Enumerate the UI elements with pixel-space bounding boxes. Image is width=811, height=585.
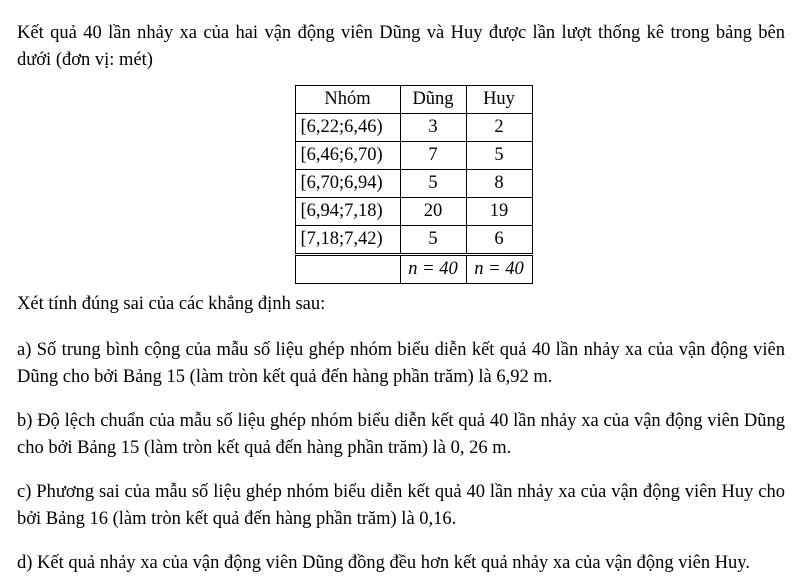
group-cell: [6,22;6,46) (295, 114, 400, 142)
statement-a: a) Số trung bình cộng của mẫu số liệu ghép nhóm biểu diễn kết quả 40 lần nhảy xa của vận động viên Dũng cho bởi Bảng 15 (làm tròn kết quả đến hàng phần trăm) là 6,92 m. (17, 340, 785, 387)
dung-cell: 7 (400, 142, 466, 170)
total-empty-cell (295, 255, 400, 284)
table-wrapper (17, 85, 785, 284)
group-cell: [6,46;6,70) (295, 142, 400, 170)
question-lead: Xét tính đúng sai của các khẳng định sau: (17, 294, 326, 314)
table-total-row (295, 255, 532, 284)
huy-cell: 8 (466, 170, 532, 198)
dung-cell: 3 (400, 114, 466, 142)
statement-c: c) Phương sai của mẫu số liệu ghép nhóm biểu diễn kết quả 40 lần nhảy xa của vận động viên Huy cho bởi Bảng 16 (làm tròn kết quả đến hàng phần trăm) là 0,16. (17, 482, 785, 529)
huy-cell: 2 (466, 114, 532, 142)
group-cell: [6,94;7,18) (295, 198, 400, 226)
header-dung: Dũng (400, 86, 466, 114)
table-row (295, 170, 532, 198)
table-header-row (295, 86, 532, 114)
header-group: Nhóm (295, 86, 400, 114)
total-dung-cell: n = 40 (400, 255, 466, 284)
dung-cell: 20 (400, 198, 466, 226)
header-huy: Huy (466, 86, 532, 114)
dung-cell: 5 (400, 226, 466, 255)
dung-cell: 5 (400, 170, 466, 198)
huy-cell: 6 (466, 226, 532, 255)
table-row (295, 198, 532, 226)
frequency-table (295, 85, 533, 284)
statement-b: b) Độ lệch chuẩn của mẫu số liệu ghép nhóm biểu diễn kết quả 40 lần nhảy xa của vận động viên Dũng cho bởi Bảng 15 (làm tròn kết quả đến hàng phần trăm) là 0, 26 m. (17, 411, 785, 458)
intro-paragraph: Kết quả 40 lần nhảy xa của hai vận động viên Dũng và Huy được lần lượt thống kê trong bảng bên dưới (đơn vị: mét) (17, 23, 785, 70)
statement-d: d) Kết quả nhảy xa của vận động viên Dũng đồng đều hơn kết quả nhảy xa của vận động viên Huy. (17, 553, 750, 573)
table-row (295, 226, 532, 255)
group-cell: [6,70;6,94) (295, 170, 400, 198)
table-row (295, 142, 532, 170)
huy-cell: 19 (466, 198, 532, 226)
table-row (295, 114, 532, 142)
document-page (17, 20, 785, 577)
group-cell: [7,18;7,42) (295, 226, 400, 255)
total-huy-cell: n = 40 (466, 255, 532, 284)
huy-cell: 5 (466, 142, 532, 170)
